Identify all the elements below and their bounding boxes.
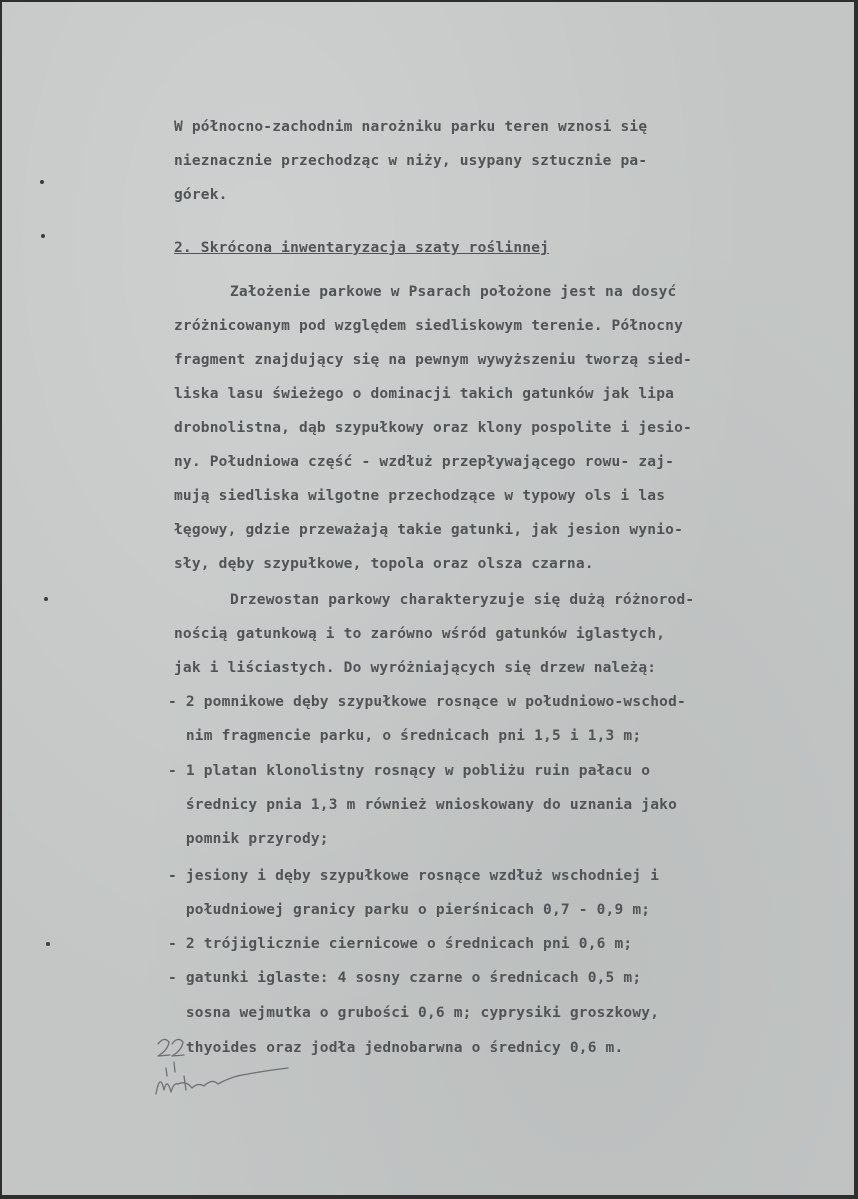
list-item-2-line-1: - 1 platan klonolistny rosnący w pobliżu ruin pałacu o	[168, 763, 651, 779]
list-item-5-line-3: thyoides oraz jodła jednobarwna o średnicy 0,6 m.	[168, 1040, 624, 1056]
document-page	[2, 2, 854, 1195]
list-item-2-line-3: pomnik przyrody;	[168, 831, 329, 847]
paragraph-2-line-9: sły, dęby szypułkowe, topola oraz olsza czarna.	[174, 556, 594, 572]
paragraph-1-line-1: W północno-zachodnim narożniku parku teren wznosi się	[174, 119, 648, 135]
paragraph-3-line-2: nością gatunkową i to zarówno wśród gatunków iglastych,	[174, 626, 666, 642]
paragraph-3-line-1: Drzewostan parkowy charakteryzuje się dużą różnorod-	[230, 592, 695, 608]
paragraph-1-line-3: górek.	[174, 187, 228, 203]
list-item-3-line-1: - jesiony i dęby szypułkowe rosnące wzdłuż wschodniej i	[168, 868, 660, 884]
paragraph-3-line-3: jak i liściastych. Do wyróżniających się drzew należą:	[174, 660, 657, 676]
list-item-5-line-1: - gatunki iglaste: 4 sosny czarne o średnicach 0,5 m;	[168, 970, 642, 986]
paragraph-2-line-8: łęgowy, gdzie przeważają takie gatunki, jak jesion wynio-	[174, 522, 683, 538]
margin-mark	[40, 180, 44, 184]
list-item-1-line-2: nim fragmencie parku, o średnicach pni 1,5 i 1,3 m;	[168, 728, 642, 744]
paragraph-2-line-7: mują siedliska wilgotne przechodzące w typowy ols i las	[174, 488, 666, 504]
paragraph-1-line-2: nieznacznie przechodząc w niży, usypany sztucznie pa-	[174, 153, 648, 169]
paragraph-2-line-1: Założenie parkowe w Psarach położone jest na dosyć	[230, 284, 677, 300]
paragraph-2-line-4: liska lasu świeżego o dominacji takich gatunków jak lipa	[174, 386, 675, 402]
paragraph-2-line-6: ny. Południowa część - wzdłuż przepływającego rowu- zaj-	[174, 454, 675, 470]
paragraph-2-line-3: fragment znajdujący się na pewnym wywyższeniu tworzą sied-	[174, 352, 692, 368]
paragraph-2-line-2: zróżnicowanym pod względem siedliskowym terenie. Północny	[174, 318, 683, 334]
margin-mark	[46, 942, 50, 946]
paragraph-2-line-5: drobnolistna, dąb szypułkowy oraz klony pospolite i jesio-	[174, 420, 692, 436]
list-item-4-line-1: - 2 trójiglicznie ciernicowe o średnicach pni 0,6 m;	[168, 936, 633, 952]
list-item-1-line-1: - 2 pomnikowe dęby szypułkowe rosnące w południowo-wschod-	[168, 694, 686, 710]
margin-mark	[44, 597, 48, 601]
list-item-3-line-2: południowej granicy parku o pierśnicach 0,7 - 0,9 m;	[168, 902, 651, 918]
list-item-5-line-2: sosna wejmutka o grubości 0,6 m; cyprysiki groszkowy,	[168, 1005, 660, 1021]
section-heading: 2. Skrócona inwentaryzacja szaty roślinnej	[174, 240, 550, 256]
margin-mark	[41, 234, 45, 238]
list-item-2-line-2: średnicy pnia 1,3 m również wnioskowany do uznania jako	[168, 797, 677, 813]
handwritten-signature	[152, 1032, 302, 1117]
